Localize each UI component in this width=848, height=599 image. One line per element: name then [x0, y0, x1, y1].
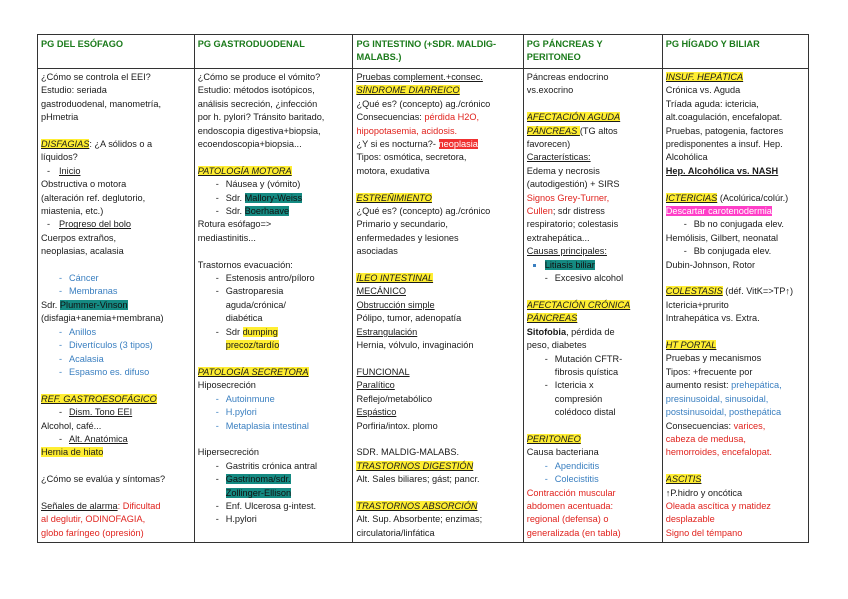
- text-line: Edema y necrosis: [526, 165, 600, 176]
- list-item: - Gastritis crónica antral: [198, 460, 350, 473]
- text-line: Hep. Alcohólica vs. NASH: [665, 165, 779, 176]
- text-line: Pruebas complement.+consec.: [356, 72, 483, 82]
- text-line: Características:: [526, 152, 591, 163]
- notes-table: [37, 34, 809, 543]
- col-gastroduodenal: [194, 69, 353, 543]
- text-line: Oleada ascítica y matidez: [665, 500, 771, 511]
- text-line: colédoco distal: [554, 407, 616, 418]
- text-line: pHmetria: [41, 112, 79, 123]
- text-line: Estudio: métodos isotópicos,: [197, 85, 315, 96]
- text-line: PÁNCREAS (TG altos: [526, 125, 618, 136]
- list-item: - Metaplasia intestinal: [198, 420, 350, 433]
- text-line: Tipos: osmótica, secretora,: [356, 152, 467, 163]
- section-heading: AFECTACIÓN AGUDA: [526, 112, 621, 123]
- text-line: Descartar carotenodermia: [665, 206, 772, 217]
- text-line: Sdr. Plummer-Vinson: [41, 299, 128, 310]
- list-item: - Mutación CFTR-: [527, 353, 659, 366]
- text-line: Primario y secundario,: [356, 219, 448, 230]
- text-line: Espástico: [356, 407, 397, 418]
- list-item: - Dism. Tono EEI: [41, 406, 191, 419]
- text-line: respiratorio; colestasis: [526, 219, 619, 230]
- list-item: - Divertículos (3 tipos): [41, 339, 191, 352]
- text-line: Rotura esófago=>: [197, 219, 272, 230]
- col-esofago: [38, 69, 195, 543]
- list-item: - Espasmo es. difuso: [41, 366, 191, 379]
- text-line: ↑P.hidro y oncótica: [665, 487, 743, 498]
- text-line: ¿Qué es? (concepto) ag./crónico: [356, 98, 491, 109]
- text-line: ¿Qué es? (concepto) ag./crónico: [356, 206, 491, 217]
- text-line: desplazable: [665, 514, 715, 525]
- text-line: hemorroides, encefalopat.: [665, 447, 772, 458]
- section-heading: AFECTACIÓN CRÓNICA: [526, 299, 631, 310]
- list-item: - Sdr dumping: [198, 326, 350, 339]
- text-line: Alcohólica: [665, 152, 708, 163]
- section-heading: TRASTORNOS DIGESTIÓN: [356, 460, 474, 471]
- text-line: favorecen): [526, 139, 571, 150]
- text-line: MECÁNICO: [356, 286, 406, 297]
- header-gastroduodenal: PG GASTRODUODENAL: [194, 35, 353, 69]
- list-item: - Membranas: [41, 285, 191, 298]
- text-line: Hipersecreción: [197, 447, 259, 458]
- col-pancreas: [523, 69, 662, 543]
- text-line: Signo del témpano: [665, 527, 743, 538]
- section-heading: ICTERICIAS (Acolúrica/colúr.): [665, 192, 789, 203]
- text-line: Causa bacteriana: [526, 447, 599, 458]
- list-item: - Autoinmune: [198, 393, 350, 406]
- text-line: Hernia, vólvulo, invaginación: [356, 340, 474, 351]
- disfagias-line: DISFAGIAS: ¿A sólidos o a: [41, 139, 153, 150]
- text-line: Pruebas y mecanismos: [665, 353, 762, 364]
- text-line: peso, diabetes: [526, 340, 587, 351]
- list-item: - Gastrinoma/sdr.: [198, 473, 350, 486]
- text-line: Cuerpos extraños,: [41, 232, 117, 243]
- list-item: - Bb no conjugada elev.: [666, 218, 805, 231]
- section-heading: INSUF. HEPÁTICA: [665, 72, 744, 82]
- list-item: - Cáncer: [41, 272, 191, 285]
- text-line: Tríada aguda: ictericia,: [665, 98, 759, 109]
- text-line: Dubin-Johnson, Rotor: [665, 259, 756, 270]
- text-line: Cullen; sdr distress: [526, 206, 605, 217]
- text-line: Pólipo, tumor, adenopatía: [356, 313, 462, 324]
- text-line: Signos Grey-Turner,: [526, 192, 610, 203]
- text-line: circulatoria/linfática: [356, 527, 435, 538]
- text-line: líquidos?: [41, 152, 78, 163]
- list-item: - Inicio: [41, 165, 191, 178]
- text-line: ¿Y si es nocturna?- neoplasia: [356, 139, 478, 150]
- text-line: Hernia de hiato: [41, 447, 104, 458]
- text-line: motora, exudativa: [356, 165, 430, 176]
- section-heading: PATOLOGÍA MOTORA: [197, 165, 292, 176]
- text-line: Contracción muscular: [526, 487, 616, 498]
- list-item: - Colecistitis: [527, 473, 659, 486]
- text-line: Reflejo/metabólico: [356, 393, 433, 404]
- list-item: - H.pylori: [198, 406, 350, 419]
- list-item: - Acalasia: [41, 353, 191, 366]
- text-line: Paralítico: [356, 380, 395, 391]
- text-line: Obstrucción simple: [356, 299, 435, 310]
- text-line: gastroduodenal, manometría,: [41, 98, 162, 109]
- text-line: Causas principales:: [526, 246, 607, 257]
- text-line: Alcohol, café...: [41, 420, 102, 431]
- text-line: asociadas: [356, 246, 398, 257]
- text-line: abdomen acentuada:: [526, 500, 614, 511]
- list-item: - Ictericia x: [527, 379, 659, 392]
- list-item: - Sdr. Boerhaave: [198, 205, 350, 218]
- text-line: Estrangulación: [356, 326, 418, 337]
- text-line: Intrahepática vs. Extra.: [665, 313, 760, 324]
- text-line: Alt. Sales biliares; gást; pancr.: [356, 474, 480, 485]
- section-heading: PERITONEO: [526, 433, 581, 444]
- content-row: [38, 69, 809, 543]
- text-line: por h. pylori? Tránsito baritado,: [197, 112, 325, 123]
- text-line: Consecuencias: varices,: [665, 420, 766, 431]
- list-item: - Apendicitis: [527, 460, 659, 473]
- text-line: análisis secreción, ¿infección: [197, 98, 318, 109]
- text-line: presinusoidal, sinusoidal,: [665, 393, 769, 404]
- col-intestino: [353, 69, 523, 543]
- text-line: extrahepática...: [526, 232, 590, 243]
- section-heading: TRASTORNOS ABSORCIÓN: [356, 500, 478, 511]
- text-line: (autodigestión) + SIRS: [526, 179, 620, 190]
- section-heading: PATOLOGÍA SECRETORA: [197, 366, 309, 377]
- text-line: globo faríngeo (opresión): [41, 527, 144, 538]
- text-line: FUNCIONAL: [356, 366, 410, 377]
- text-line: regional (defensa) o: [526, 514, 609, 525]
- list-item: - Gastroparesia: [198, 285, 350, 298]
- text-line: Alt. Sup. Absorbente; enzimas;: [356, 514, 483, 525]
- text-line: Ictericia+prurito: [665, 299, 729, 310]
- text-line: enfermedades y lesiones: [356, 232, 459, 243]
- text-line: mediastinitis...: [197, 232, 256, 243]
- section-heading: HT PORTAL: [665, 340, 717, 351]
- text-line: Hiposecreción: [197, 380, 256, 391]
- text-line: (disfagia+anemia+membrana): [41, 313, 164, 324]
- text-line: Pruebas, patogenia, factores: [665, 125, 784, 136]
- text-line: endoscopia digestiva+biopsia,: [197, 125, 321, 136]
- text-line: aguda/crónica/: [225, 299, 286, 310]
- header-intestino: PG INTESTINO (+SDR. MALDIG- MALABS.): [353, 35, 523, 69]
- text-line: Crónica vs. Aguda: [665, 85, 741, 96]
- text-line: ¿Cómo se produce el vómito?: [197, 72, 321, 82]
- list-item: - H.pylori: [198, 513, 350, 526]
- text-line: fibrosis quística: [554, 366, 619, 377]
- text-line: postsinusoidal, posthepática: [665, 407, 782, 418]
- header-row: [38, 35, 809, 69]
- header-esofago: PG DEL ESÓFAGO: [38, 35, 195, 69]
- text-line: al deglutir, ODINOFAGIA,: [41, 514, 146, 525]
- text-line: generalizada (en tabla): [526, 527, 621, 538]
- list-item: - Estenosis antro/píloro: [198, 272, 350, 285]
- header-pancreas: PG PÁNCREAS Y PERITONEO: [523, 35, 662, 69]
- text-line: Consecuencias: pérdida H2O,: [356, 112, 480, 123]
- text-line: predisponentes a insuf. Hep.: [665, 139, 783, 150]
- section-heading: REF. GASTROESOFÁGICO: [41, 393, 157, 404]
- text-line: miastenia, etc.): [41, 206, 104, 217]
- text-line: neoplasias, acalasia: [41, 246, 124, 257]
- section-heading: SÍNDROME DIARREICO: [356, 85, 460, 96]
- text-line: SDR. MALDIG-MALABS.: [356, 447, 460, 458]
- text-line: alt.coagulación, encefalopat.: [665, 112, 783, 123]
- list-item: Litiasis biliar: [527, 259, 659, 272]
- text-line: Páncreas endocrino: [526, 72, 609, 82]
- list-item: - Náusea y (vómito): [198, 178, 350, 191]
- section-heading: ASCITIS: [665, 474, 702, 485]
- list-item: - Enf. Ulcerosa g-intest.: [198, 500, 350, 513]
- list-item: - Progreso del bolo: [41, 218, 191, 231]
- section-heading: PÁNCREAS: [526, 313, 578, 324]
- text-line: Tipos: +frecuente por: [665, 366, 753, 377]
- text-line: compresión: [554, 393, 603, 404]
- text-line: cabeza de medusa,: [665, 433, 746, 444]
- text-line: (alteración ref. deglutorio,: [41, 192, 146, 203]
- text-line: ecoendoscopia+biopsia...: [197, 139, 302, 150]
- header-higado: PG HÍGADO Y BILIAR: [662, 35, 808, 69]
- list-item: - Excesivo alcohol: [527, 272, 659, 285]
- text-line: aumento resist: prehepática,: [665, 380, 782, 391]
- section-heading: ÍLEO INTESTINAL: [356, 273, 434, 284]
- col-higado: [662, 69, 808, 543]
- list-item: - Alt. Anatómica: [41, 433, 191, 446]
- list-item: - Sdr. Mallory-Weiss: [198, 192, 350, 205]
- text-line: ¿Cómo se controla el EEI?: [41, 72, 151, 82]
- text-line: Obstructiva o motora: [41, 179, 127, 190]
- text-line: diabética: [225, 313, 263, 324]
- text-line: vs.exocrino: [526, 85, 574, 96]
- text-line: Trastornos evacuación:: [197, 259, 293, 270]
- text-line: hipopotasemia, acidosis.: [356, 125, 458, 136]
- section-heading: COLESTASIS (déf. VitK=>TP↑): [665, 286, 794, 297]
- text-line: Hemólisis, Gilbert, neonatal: [665, 232, 779, 243]
- list-item: - Anillos: [41, 326, 191, 339]
- section-heading: ESTREÑIMIENTO: [356, 192, 432, 203]
- text-line: precoz/tardío: [225, 340, 280, 351]
- text-line: Señales de alarma: Dificultad: [41, 500, 161, 511]
- text-line: Sitofobia, pérdida de: [526, 326, 615, 337]
- text-line: Estudio: seriada: [41, 85, 107, 96]
- text-line: ¿Cómo se evalúa y síntomas?: [41, 474, 166, 485]
- list-item: - Bb conjugada elev.: [666, 245, 805, 258]
- text-line: Zollinger-Ellison: [225, 487, 292, 498]
- text-line: Porfiria/intox. plomo: [356, 420, 438, 431]
